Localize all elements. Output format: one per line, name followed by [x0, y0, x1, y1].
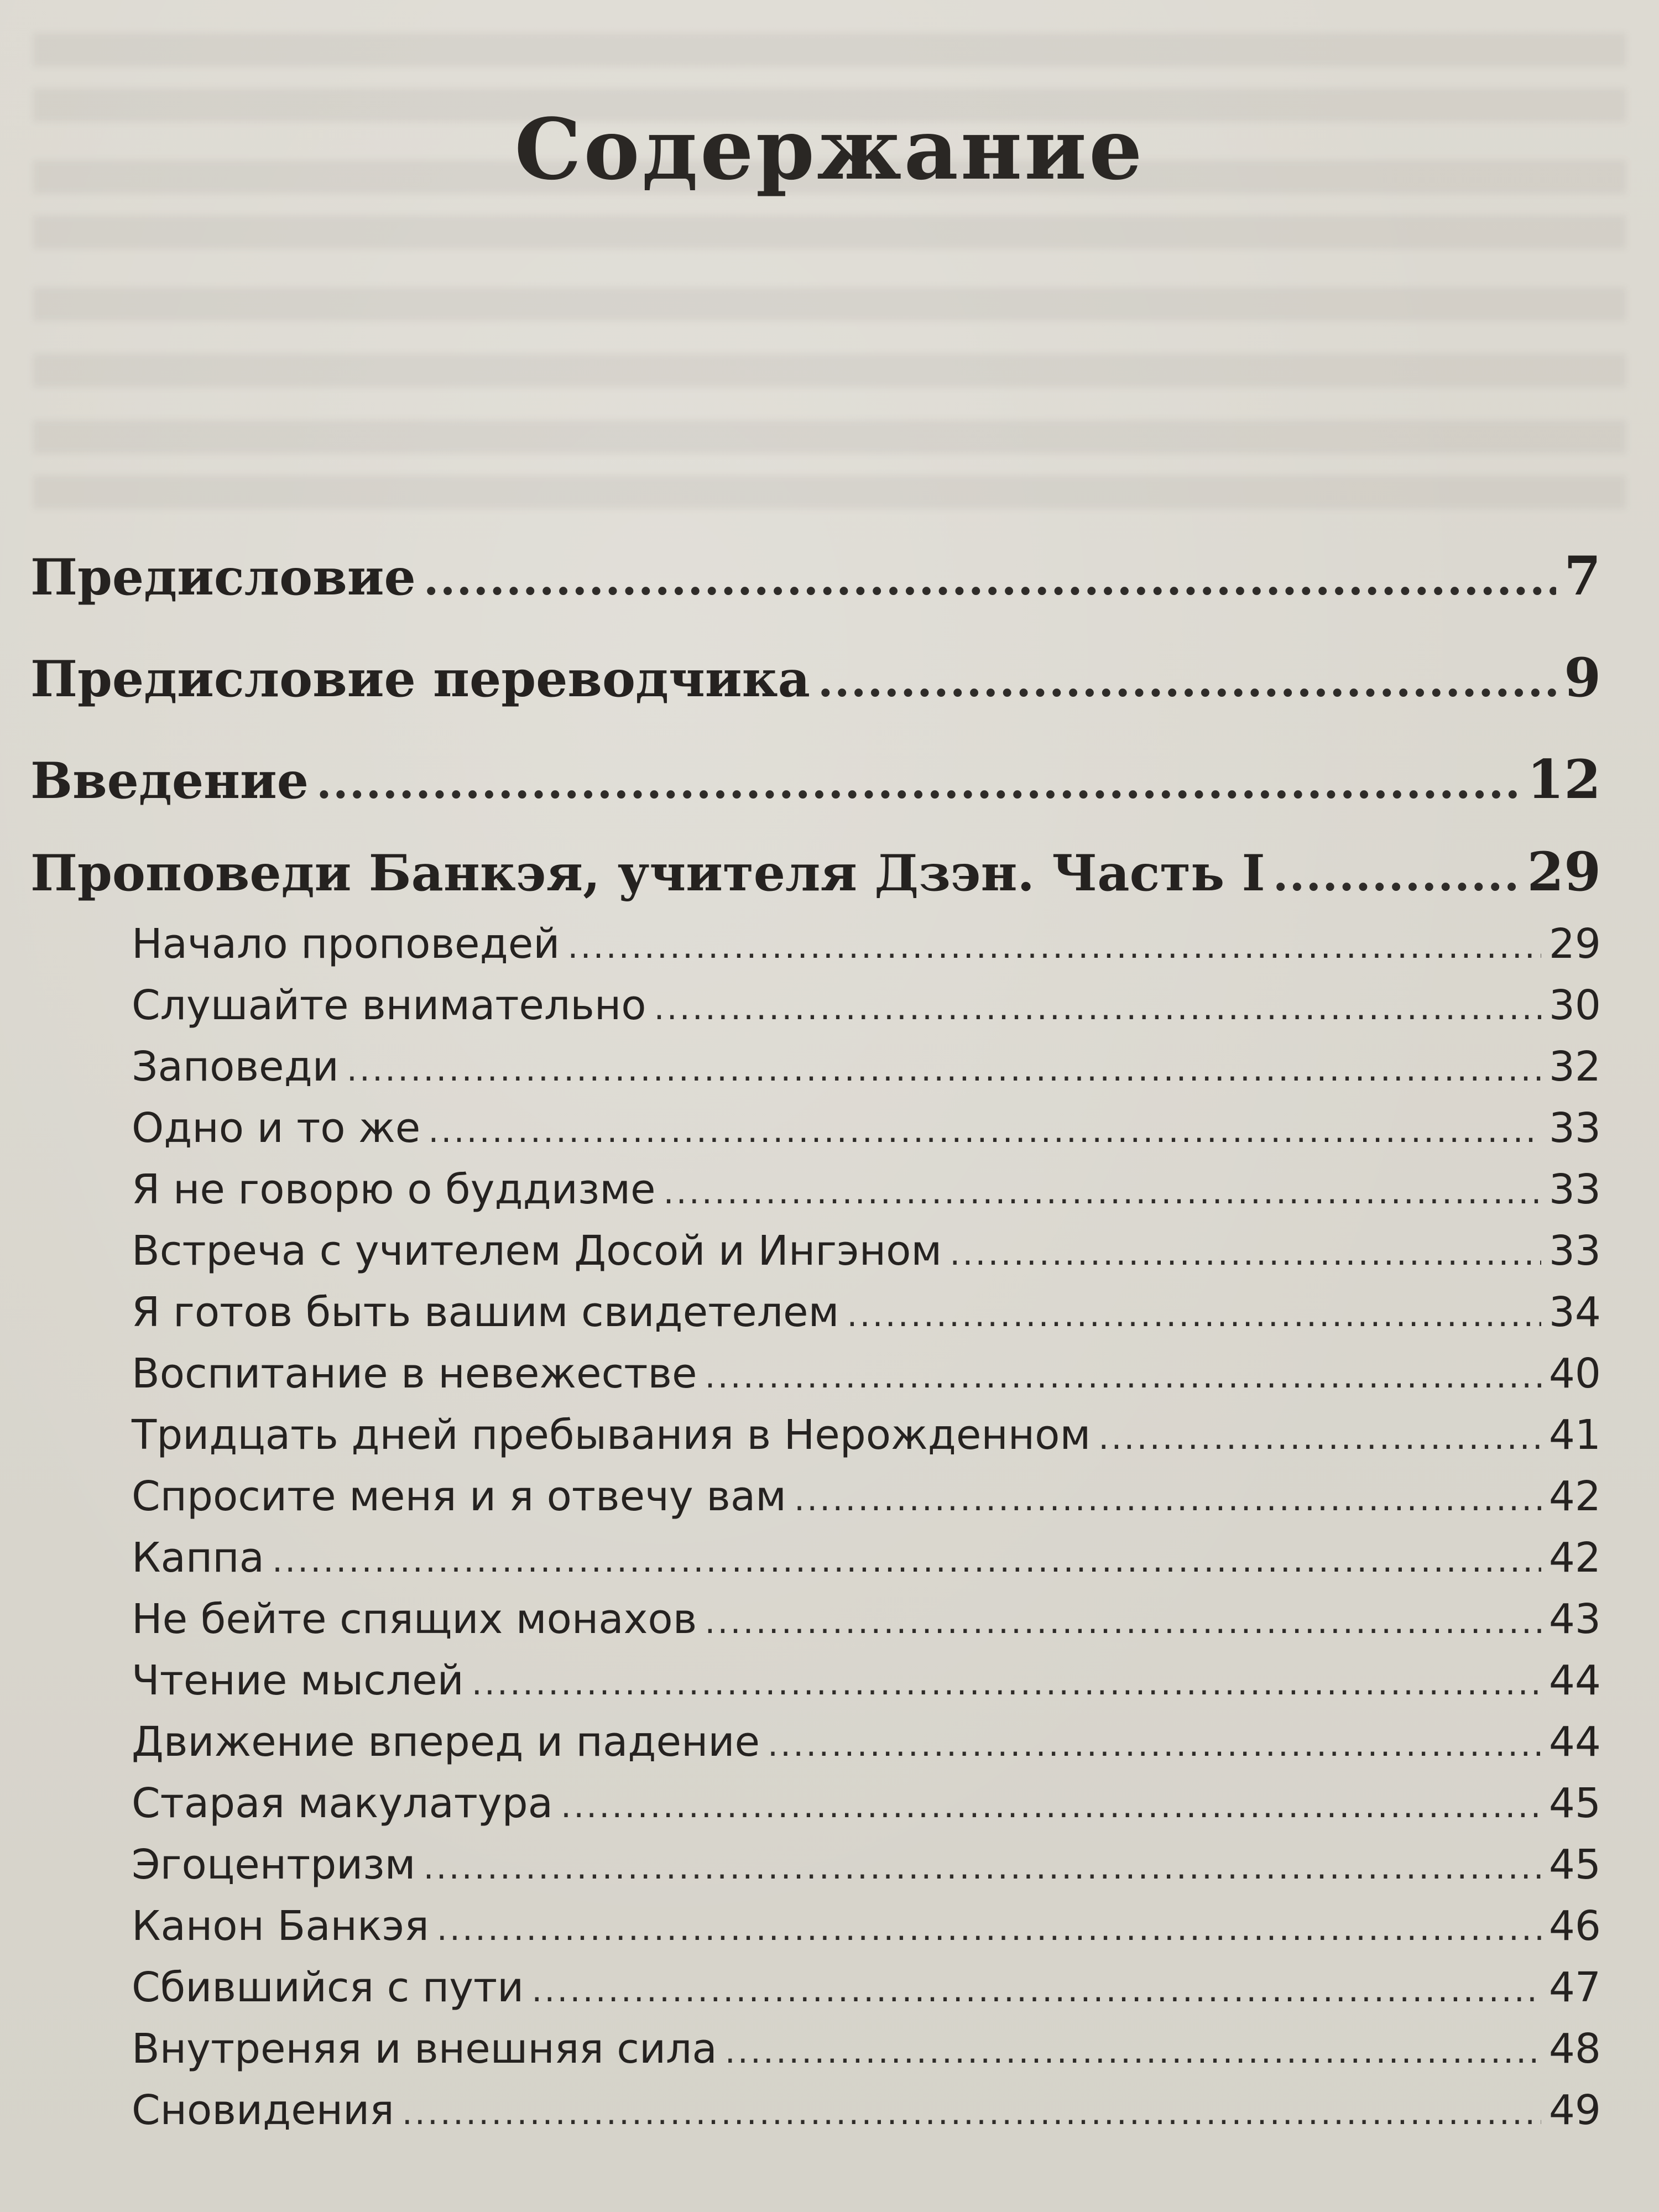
toc-sub-entry — [30, 1466, 1601, 1527]
dot-leader — [402, 2083, 1541, 2141]
toc-entry-title: Не бейте спящих монахов — [132, 1595, 697, 1643]
dot-leader — [561, 1776, 1541, 1834]
toc-entry-title: Встреча с учителем Досой и Ингэном — [132, 1227, 942, 1275]
toc-page-number: 9 — [1564, 646, 1601, 709]
dot-leader — [818, 630, 1556, 729]
toc-entry-title: Сновидения — [132, 2086, 394, 2134]
toc-sub-entry — [30, 1527, 1601, 1589]
toc-sub-entry — [30, 1650, 1601, 1712]
toc-sub-entry — [30, 1405, 1601, 1466]
bleed-through-line — [33, 354, 1626, 387]
toc-page-number: 33 — [1548, 1227, 1601, 1275]
toc-page-number: 43 — [1548, 1595, 1601, 1643]
toc-page-number: 44 — [1548, 1657, 1601, 1704]
toc-main-entry — [30, 525, 1601, 627]
dot-leader — [768, 1714, 1541, 1773]
toc-entry-title: Я готов быть вашим свидетелем — [132, 1288, 839, 1336]
dot-leader — [794, 1469, 1541, 1527]
dot-leader — [567, 916, 1541, 975]
toc-entry-title: Спросите меня и я отвечу вам — [132, 1473, 786, 1520]
toc-page-number: 45 — [1548, 1780, 1601, 1827]
toc-page-number: 41 — [1548, 1411, 1601, 1459]
toc-entry-title: Канон Банкэя — [132, 1902, 429, 1950]
toc-page-number: 32 — [1548, 1043, 1601, 1091]
toc-sub-entry — [30, 1159, 1601, 1220]
dot-leader — [950, 1223, 1541, 1282]
bleed-through-line — [33, 288, 1626, 321]
toc-sub-entry — [30, 1834, 1601, 1896]
toc-page-number: 45 — [1548, 1841, 1601, 1888]
dot-leader — [272, 1530, 1541, 1589]
toc-entry-title: Чтение мыслей — [132, 1657, 464, 1704]
toc-page-number: 40 — [1548, 1350, 1601, 1397]
toc-sub-entry — [30, 2018, 1601, 2080]
toc-entry-title: Одно и то же — [132, 1104, 421, 1152]
toc-page-number: 47 — [1548, 1964, 1601, 2011]
toc-page-number: 33 — [1548, 1166, 1601, 1213]
toc-entry-title: Эгоцентризм — [132, 1841, 416, 1888]
toc-entry-title: Предисловие переводчика — [30, 650, 810, 708]
toc-sub-entry — [30, 1773, 1601, 1834]
toc-sub-entry — [30, 975, 1601, 1036]
dot-leader — [1273, 833, 1520, 914]
toc-page-number: 48 — [1548, 2025, 1601, 2073]
toc-sub-entry — [30, 1589, 1601, 1650]
toc-entry-title: Каппа — [132, 1534, 264, 1582]
toc-sub-entry — [30, 2080, 1601, 2141]
toc-entry-title: Введение — [30, 752, 309, 810]
toc-entry-title: Заповеди — [132, 1043, 339, 1091]
toc-entry-title: Предисловие — [30, 548, 416, 607]
toc-page-number: 34 — [1548, 1288, 1601, 1336]
table-of-contents — [30, 525, 1601, 2141]
bleed-through-line — [33, 420, 1626, 453]
toc-entry-title: Начало проповедей — [132, 920, 560, 968]
dot-leader — [705, 1346, 1541, 1405]
toc-entry-title: Проповеди Банкэя, учителя Дзэн. Часть I — [30, 844, 1265, 902]
dot-leader — [847, 1285, 1541, 1343]
toc-page-number: 7 — [1564, 545, 1601, 607]
toc-page-number: 42 — [1548, 1473, 1601, 1520]
bleed-through-line — [33, 216, 1626, 249]
dot-leader — [423, 1837, 1541, 1896]
toc-page-number: 29 — [1548, 920, 1601, 968]
toc-entry-title: Старая макулатура — [132, 1780, 554, 1827]
toc-page-number: 49 — [1548, 2086, 1601, 2134]
toc-entry-title: Я не говорю о буддизме — [132, 1166, 656, 1213]
toc-page-number: 46 — [1548, 1902, 1601, 1950]
bleed-through-line — [33, 33, 1626, 66]
toc-sub-entry — [30, 1712, 1601, 1773]
toc-entry-title: Внутреняя и внешняя сила — [132, 2025, 717, 2073]
toc-entry-title: Тридцать дней пребывания в Нерожденном — [132, 1411, 1091, 1459]
toc-page-number: 42 — [1548, 1534, 1601, 1582]
dot-leader — [664, 1162, 1541, 1220]
toc-sub-entry — [30, 1220, 1601, 1282]
dot-leader — [424, 528, 1556, 627]
dot-leader — [347, 1039, 1541, 1098]
page-title: Содержание — [514, 100, 1145, 199]
toc-main-entry — [30, 831, 1601, 914]
toc-sub-entry — [30, 1343, 1601, 1405]
toc-page-number: 29 — [1527, 841, 1601, 903]
dot-leader — [472, 1653, 1541, 1712]
toc-page-number: 44 — [1548, 1718, 1601, 1766]
dot-leader — [654, 978, 1541, 1036]
toc-page-number: 12 — [1527, 748, 1601, 811]
toc-entry-title: Воспитание в невежестве — [132, 1350, 697, 1397]
toc-main-entry — [30, 729, 1601, 831]
dot-leader — [316, 732, 1519, 831]
dot-leader — [1098, 1407, 1541, 1466]
toc-main-entry — [30, 627, 1601, 729]
toc-sub-entry — [30, 1036, 1601, 1098]
toc-page-number: 33 — [1548, 1104, 1601, 1152]
bleed-through-line — [33, 476, 1626, 509]
toc-entry-title: Слушайте внимательно — [132, 982, 646, 1029]
toc-sub-entry — [30, 1282, 1601, 1343]
dot-leader — [705, 1592, 1541, 1650]
toc-sub-entry — [30, 914, 1601, 975]
dot-leader — [428, 1100, 1541, 1159]
dot-leader — [437, 1898, 1541, 1957]
toc-entry-title: Движение вперед и падение — [132, 1718, 760, 1766]
toc-sub-entry — [30, 1896, 1601, 1957]
toc-sub-entry — [30, 1098, 1601, 1159]
toc-page-number: 30 — [1548, 982, 1601, 1029]
dot-leader — [725, 2021, 1541, 2080]
toc-entry-title: Сбившийся с пути — [132, 1964, 524, 2011]
toc-sub-entry — [30, 1957, 1601, 2018]
dot-leader — [531, 1960, 1541, 2018]
